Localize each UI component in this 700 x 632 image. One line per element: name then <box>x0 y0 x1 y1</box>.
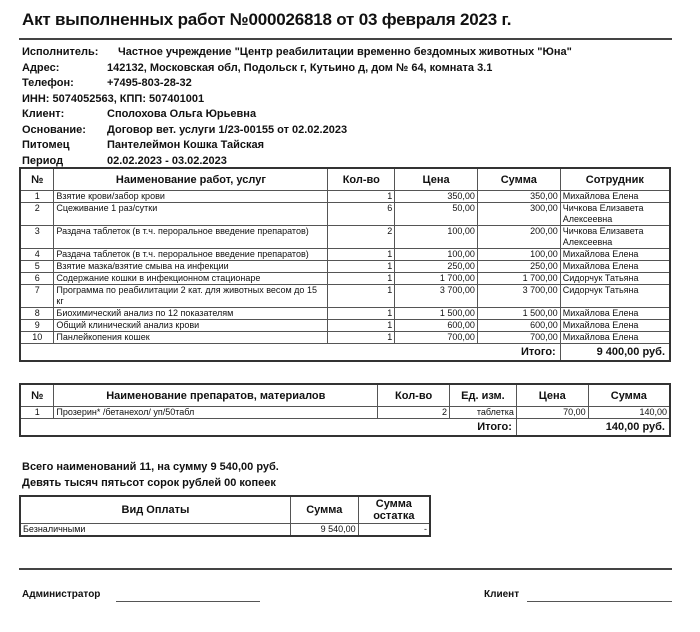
cell-qty: 2 <box>378 407 450 419</box>
materials-total-label: Итого: <box>20 419 516 437</box>
cell-employee: Чичкова Елизавета Алексеевна <box>560 203 670 226</box>
cell-price: 600,00 <box>395 320 478 332</box>
table-row <box>20 524 430 537</box>
table-row <box>20 203 670 226</box>
summary <box>22 459 279 491</box>
cell-num: 9 <box>20 320 54 332</box>
client-value: Сполохова Ольга Юрьевна <box>107 108 257 120</box>
cell-name: Раздача таблеток (в т.ч. пероральное введение препаратов) <box>54 249 328 261</box>
cell-employee: Сидорчук Татьяна <box>560 273 670 285</box>
document-title: Акт выполненных работ №000026818 от 03 февраля 2023 г. <box>22 10 512 29</box>
cell-qty: 1 <box>328 273 395 285</box>
col-header-payment-type: Вид Оплаты <box>20 496 290 524</box>
cell-price: 50,00 <box>395 203 478 226</box>
basis-label: Основание: <box>22 123 86 136</box>
cell-employee: Михайлова Елена <box>560 191 670 203</box>
inn-kpp-value: ИНН: 5074052563, КПП: 507401001 <box>22 92 205 105</box>
executor-label: Исполнитель: <box>22 46 99 58</box>
cell-employee: Чичкова Елизавета Алексеевна <box>560 226 670 249</box>
info-inn-kpp <box>22 92 572 108</box>
address-label: Адрес: <box>22 61 60 74</box>
cell-num: 8 <box>20 308 54 320</box>
col-header-price: Цена <box>516 384 588 407</box>
cell-num: 6 <box>20 273 54 285</box>
client-label: Клиент: <box>22 108 65 120</box>
cell-sum: 300,00 <box>477 203 560 226</box>
table-row <box>20 249 670 261</box>
cell-num: 7 <box>20 285 54 308</box>
cell-qty: 6 <box>328 203 395 226</box>
cell-name: Взятие мазка/взятие смыва на инфекции <box>54 261 328 273</box>
summary-total: Всего наименований 11, на сумму 9 540,00 руб. <box>22 461 279 473</box>
cell-sum: 200,00 <box>477 226 560 249</box>
col-header-sum: Сумма <box>588 384 670 407</box>
client-signature-label: Клиент <box>484 589 520 600</box>
cell-qty: 1 <box>328 261 395 273</box>
services-total-label: Итого: <box>20 344 560 362</box>
cell-sum: 600,00 <box>477 320 560 332</box>
cell-price: 100,00 <box>395 249 478 261</box>
materials-total-row <box>20 419 670 437</box>
cell-name: Программа по реабилитации 2 кат. для животных весом до 15 кг <box>54 285 328 308</box>
cell-name: Сцеживание 1 раз/сутки <box>54 203 328 226</box>
pet-label: Питомец <box>22 139 70 151</box>
cell-name: Взятие крови/забор крови <box>54 191 328 203</box>
cell-qty: 1 <box>328 332 395 344</box>
col-header-name: Наименование работ, услуг <box>54 168 328 191</box>
cell-price: 3 700,00 <box>395 285 478 308</box>
period-value: 02.02.2023 - 03.02.2023 <box>107 154 227 167</box>
col-header-name: Наименование препаратов, материалов <box>54 384 378 407</box>
materials-header-row <box>20 384 670 407</box>
cell-sum: 100,00 <box>477 249 560 261</box>
info-address <box>22 61 572 77</box>
document-info <box>22 45 572 169</box>
admin-signature-label: Администратор <box>22 589 101 600</box>
cell-unit: таблетка <box>450 407 517 419</box>
col-header-num: № <box>20 168 54 191</box>
info-client <box>22 107 572 123</box>
cell-price: 70,00 <box>516 407 588 419</box>
cell-price: 250,00 <box>395 261 478 273</box>
col-header-payment-sum: Сумма <box>290 496 358 524</box>
col-header-employee: Сотрудник <box>560 168 670 191</box>
col-header-qty: Кол-во <box>328 168 395 191</box>
executor-value: Частное учреждение "Центр реабилитации временно бездомных животных "Юна" <box>118 46 572 58</box>
cell-payment-remainder: - <box>358 524 430 537</box>
cell-num: 4 <box>20 249 54 261</box>
summary-total-words: Девять тысяч пятьсот сорок рублей 00 копеек <box>22 477 276 489</box>
phone-label: Телефон: <box>22 77 74 89</box>
cell-sum: 140,00 <box>588 407 670 419</box>
table-row <box>20 407 670 419</box>
services-total-value: 9 400,00 руб. <box>560 344 670 362</box>
cell-sum: 350,00 <box>477 191 560 203</box>
materials-total-value: 140,00 руб. <box>516 419 670 437</box>
table-row <box>20 308 670 320</box>
info-executor <box>22 45 572 61</box>
client-signature-line <box>527 601 672 602</box>
cell-employee: Михайлова Елена <box>560 332 670 344</box>
cell-employee: Михайлова Елена <box>560 261 670 273</box>
title-divider <box>19 38 672 40</box>
table-row <box>20 226 670 249</box>
cell-payment-sum: 9 540,00 <box>290 524 358 537</box>
cell-payment-type: Безналичными <box>20 524 290 537</box>
payments-table <box>19 495 431 537</box>
info-basis <box>22 123 572 139</box>
col-header-price: Цена <box>395 168 478 191</box>
cell-name: Биохимический анализ по 12 показателям <box>54 308 328 320</box>
table-row <box>20 261 670 273</box>
cell-num: 5 <box>20 261 54 273</box>
cell-qty: 1 <box>328 249 395 261</box>
cell-sum: 700,00 <box>477 332 560 344</box>
col-header-unit: Ед. изм. <box>450 384 517 407</box>
cell-sum: 250,00 <box>477 261 560 273</box>
cell-sum: 1 500,00 <box>477 308 560 320</box>
table-row <box>20 191 670 203</box>
cell-qty: 1 <box>328 308 395 320</box>
pet-value: Пантелеймон Кошка Тайская <box>107 139 265 151</box>
cell-employee: Сидорчук Татьяна <box>560 285 670 308</box>
cell-num: 1 <box>20 407 54 419</box>
cell-employee: Михайлова Елена <box>560 308 670 320</box>
cell-qty: 2 <box>328 226 395 249</box>
cell-name: Прозерин* /бетанехол/ уп/50табл <box>54 407 378 419</box>
cell-sum: 3 700,00 <box>477 285 560 308</box>
payments-header-row <box>20 496 430 524</box>
cell-qty: 1 <box>328 320 395 332</box>
footer-divider <box>19 568 672 570</box>
col-header-payment-remainder: Сумма остатка <box>358 496 430 524</box>
cell-employee: Михайлова Елена <box>560 249 670 261</box>
cell-employee: Михайлова Елена <box>560 320 670 332</box>
info-phone <box>22 76 572 92</box>
cell-name: Содержание кошки в инфекционном стационаре <box>54 273 328 285</box>
col-header-sum: Сумма <box>477 168 560 191</box>
table-row <box>20 320 670 332</box>
table-row <box>20 285 670 308</box>
cell-price: 100,00 <box>395 226 478 249</box>
cell-num: 10 <box>20 332 54 344</box>
cell-sum: 1 700,00 <box>477 273 560 285</box>
col-header-qty: Кол-во <box>378 384 450 407</box>
table-row <box>20 273 670 285</box>
services-table <box>19 167 671 362</box>
phone-value: +7495-803-28-32 <box>107 77 192 89</box>
cell-name: Раздача таблеток (в т.ч. пероральное введение препаратов) <box>54 226 328 249</box>
cell-price: 1 700,00 <box>395 273 478 285</box>
cell-name: Панлейкопения кошек <box>54 332 328 344</box>
basis-value: Договор вет. услуги 1/23-00155 от 02.02.2023 <box>107 123 348 136</box>
cell-num: 1 <box>20 191 54 203</box>
cell-name: Общий клинический анализ крови <box>54 320 328 332</box>
admin-signature-line <box>116 601 260 602</box>
period-label: Период <box>22 154 64 167</box>
cell-price: 350,00 <box>395 191 478 203</box>
info-pet <box>22 138 572 154</box>
cell-qty: 1 <box>328 285 395 308</box>
materials-table <box>19 383 671 437</box>
cell-qty: 1 <box>328 191 395 203</box>
cell-num: 2 <box>20 203 54 226</box>
cell-num: 3 <box>20 226 54 249</box>
cell-price: 1 500,00 <box>395 308 478 320</box>
services-header-row <box>20 168 670 191</box>
cell-price: 700,00 <box>395 332 478 344</box>
table-row <box>20 332 670 344</box>
address-value: 142132, Московская обл, Подольск г, Кутьино д, дом № 64, комната 3.1 <box>107 61 493 74</box>
col-header-num: № <box>20 384 54 407</box>
services-total-row <box>20 344 670 362</box>
